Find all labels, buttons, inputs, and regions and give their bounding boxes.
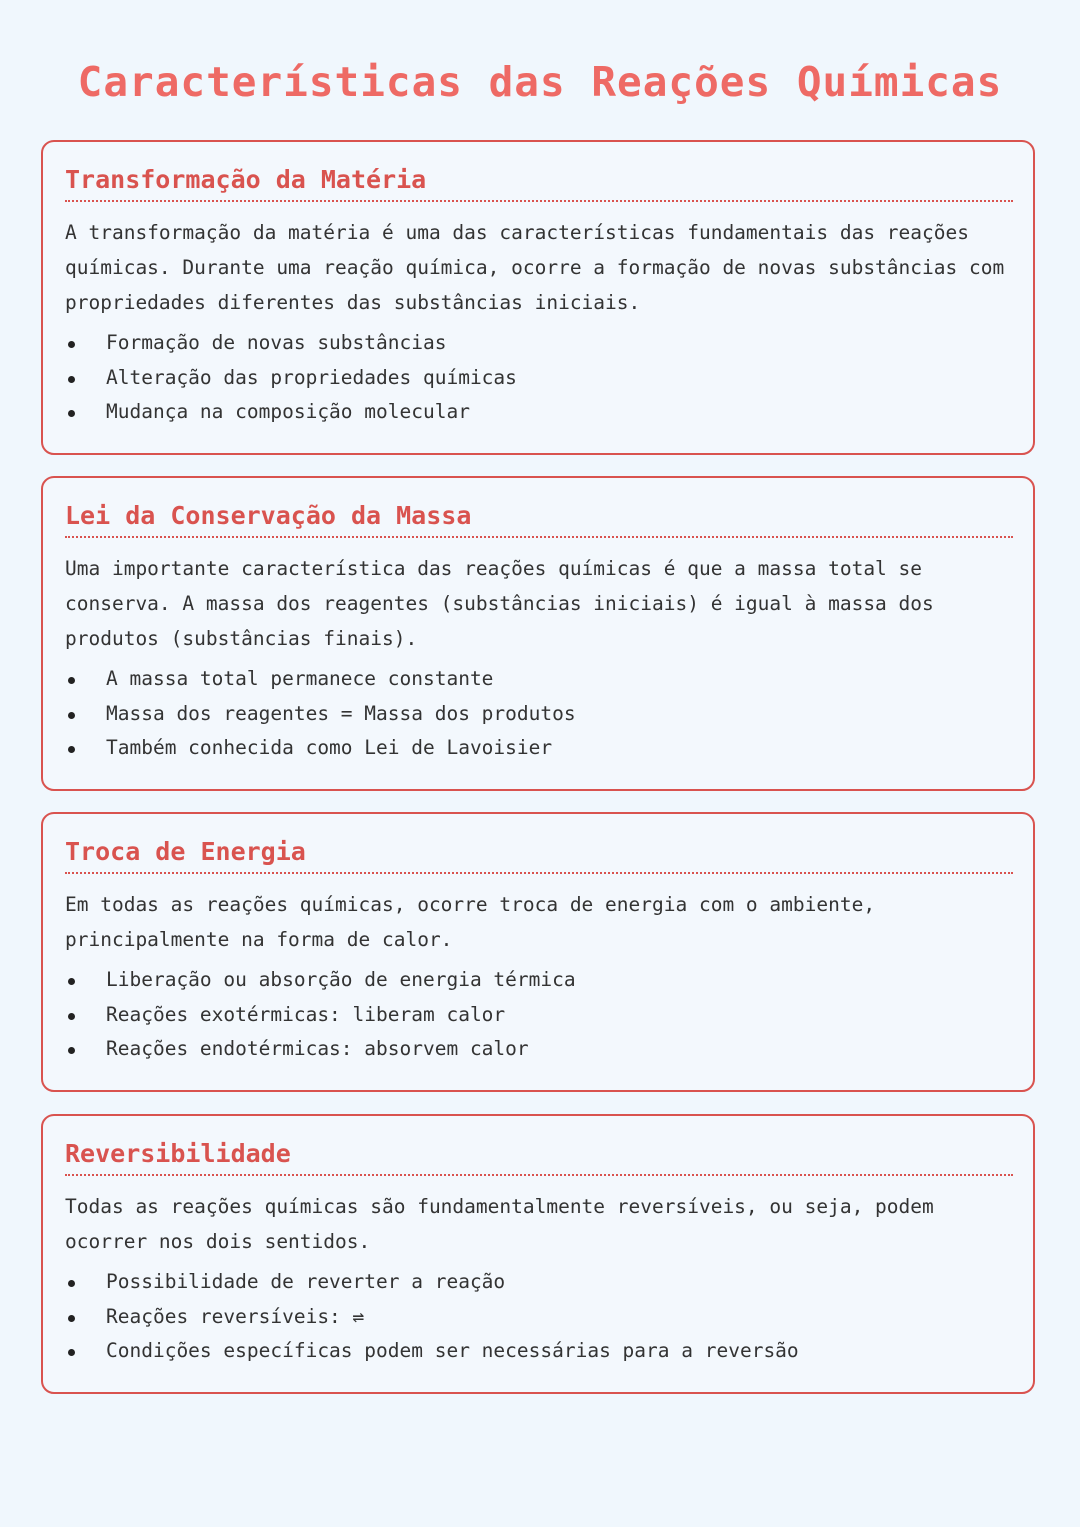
section-title: Transformação da Matéria (65, 165, 427, 194)
section-title: Reversibilidade (65, 1139, 291, 1168)
section-paragraph: Todas as reações químicas são fundamentalmente reversíveis, ou seja, podem ocorrer nos dois sentidos. (65, 1195, 934, 1253)
dotted-divider (65, 872, 1013, 874)
section-card-reversibilidade (41, 1114, 1035, 1394)
dotted-divider (65, 1174, 1013, 1176)
bullet-item: Massa dos reagentes = Massa dos produtos (65, 697, 1015, 732)
bullet-list (65, 662, 1015, 766)
section-paragraph: Uma importante característica das reações químicas é que a massa total se conserva. A massa dos reagentes (substâncias iniciais) é igual à massa dos produtos (substâncias finais). (65, 557, 934, 650)
bullet-item: Reações exotérmicas: liberam calor (65, 998, 1015, 1033)
bullet-item: A massa total permanece constante (65, 662, 1015, 697)
bullet-item: Liberação ou absorção de energia térmica (65, 963, 1015, 998)
page-title: Características das Reações Químicas (77, 58, 1003, 106)
section-card-conservacao (41, 476, 1035, 791)
bullet-list (65, 963, 1015, 1067)
bullet-item: Reações reversíveis: ⇌ (65, 1300, 1015, 1335)
bullet-item: Formação de novas substâncias (65, 326, 1015, 361)
bullet-item: Mudança na composição molecular (65, 395, 1015, 430)
dotted-divider (65, 200, 1013, 202)
bullet-item: Também conhecida como Lei de Lavoisier (65, 731, 1015, 766)
section-title: Lei da Conservação da Massa (65, 501, 472, 530)
bullet-list (65, 326, 1015, 430)
bullet-list (65, 1265, 1015, 1369)
section-paragraph: Em todas as reações químicas, ocorre troca de energia com o ambiente, principalmente na forma de calor. (65, 893, 876, 951)
dotted-divider (65, 536, 1013, 538)
section-card-transformacao (41, 140, 1035, 455)
bullet-item: Condições específicas podem ser necessárias para a reversão (65, 1334, 1015, 1369)
section-title: Troca de Energia (65, 837, 306, 866)
bullet-item: Reações endotérmicas: absorvem calor (65, 1032, 1015, 1067)
bullet-item: Possibilidade de reverter a reação (65, 1265, 1015, 1300)
bullet-item: Alteração das propriedades químicas (65, 361, 1015, 396)
section-card-energia (41, 812, 1035, 1092)
section-paragraph: A transformação da matéria é uma das características fundamentais das reações químicas. Durante uma reação química, ocorre a formação de novas substâncias com propriedades diferentes das substâncias iniciais. (65, 221, 1005, 314)
